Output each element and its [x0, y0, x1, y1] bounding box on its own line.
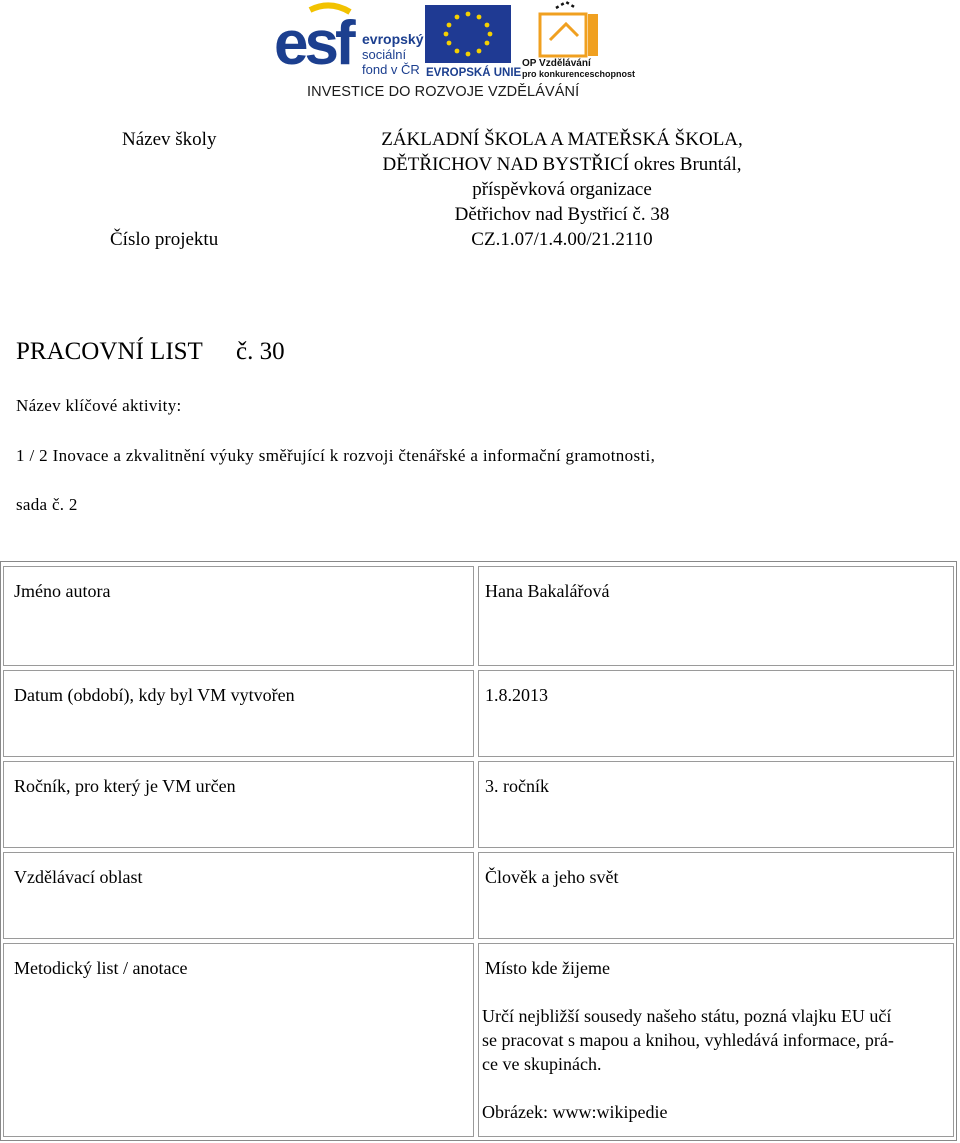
investment-slogan: INVESTICE DO ROZVOJE VZDĚLÁVÁNÍ: [307, 84, 580, 100]
eu-caption: EVROPSKÁ UNIE: [426, 67, 522, 79]
table-row-author-label: [3, 566, 474, 666]
key-activity-set: sada č. 2: [16, 495, 78, 514]
annotation-text: [482, 1004, 944, 1124]
project-number-label: Číslo projektu: [110, 229, 219, 250]
image-source: Obrázek: www:wikipedie: [482, 1102, 668, 1122]
annotation-topic: Místo kde žijeme: [485, 958, 610, 978]
esf-logo: [273, 3, 424, 78]
esf-letters: esf: [274, 9, 352, 78]
key-activity-text: 1 / 2 Inovace a zkvalitnění výuky směřující k rozvoji čtenářské a informační gramotnosti,: [16, 446, 656, 465]
table-row-date-value: [478, 670, 954, 757]
annotation-line-3: ce ve skupinách.: [482, 1054, 602, 1074]
table-row-date-label: [3, 670, 474, 757]
school-name-line-3: příspěvková organizace: [472, 179, 652, 200]
school-name-line-4: Dětřichov nad Bystřicí č. 38: [454, 204, 670, 225]
worksheet-title: PRACOVNÍ LIST: [16, 338, 203, 365]
date-label: Datum (období), kdy byl VM vytvořen: [14, 685, 295, 705]
project-number: CZ.1.07/1.4.00/21.2110: [471, 229, 653, 250]
area-label: Vzdělávací oblast: [14, 867, 143, 887]
grade-value: 3. ročník: [485, 776, 549, 796]
table-row-grade-label: [3, 761, 474, 848]
eu-flag-logo: [425, 5, 522, 79]
op-line2: pro konkurenceschopnost: [522, 69, 636, 79]
school-name-line-2: DĚTŘICHOV NAD BYSTŘICÍ okres Bruntál,: [382, 154, 742, 175]
annotation-line-1: Určí nejbližší sousedy našeho státu, pozná vlajku EU učí: [482, 1006, 892, 1026]
school-name-label: Název školy: [122, 129, 217, 150]
author-label: Jméno autora: [14, 581, 111, 601]
info-table: [0, 561, 957, 1141]
annotation-line-2: se pracovat s mapou a knihou, vyhledává informace, prá-: [482, 1030, 894, 1050]
table-row-area-value: [478, 852, 954, 939]
esf-line3: fond v ČR: [362, 62, 420, 77]
logos: [270, 0, 636, 82]
logo-strip: [270, 0, 636, 82]
esf-line2: sociální: [362, 47, 407, 62]
table-row-annotation-value: [478, 943, 954, 1137]
table-row-grade-value: [478, 761, 954, 848]
school-name-line-1: ZÁKLADNÍ ŠKOLA A MATEŘSKÁ ŠKOLA,: [381, 129, 743, 150]
key-activity-label: Název klíčové aktivity:: [16, 396, 182, 415]
annotation-label: Metodický list / anotace: [14, 958, 188, 978]
author-value: Hana Bakalářová: [485, 581, 610, 601]
grade-label: Ročník, pro který je VM určen: [14, 776, 236, 796]
table-row-annotation-label: [3, 943, 474, 1137]
worksheet-number: č. 30: [236, 338, 285, 365]
date-value: 1.8.2013: [485, 685, 548, 705]
table-row-area-label: [3, 852, 474, 939]
op-line1: OP Vzdělávání: [522, 58, 591, 69]
table-row-author-value: [478, 566, 954, 666]
area-value: Člověk a jeho svět: [485, 867, 619, 887]
esf-line1: evropský: [362, 31, 424, 47]
op-logo: [522, 2, 635, 79]
